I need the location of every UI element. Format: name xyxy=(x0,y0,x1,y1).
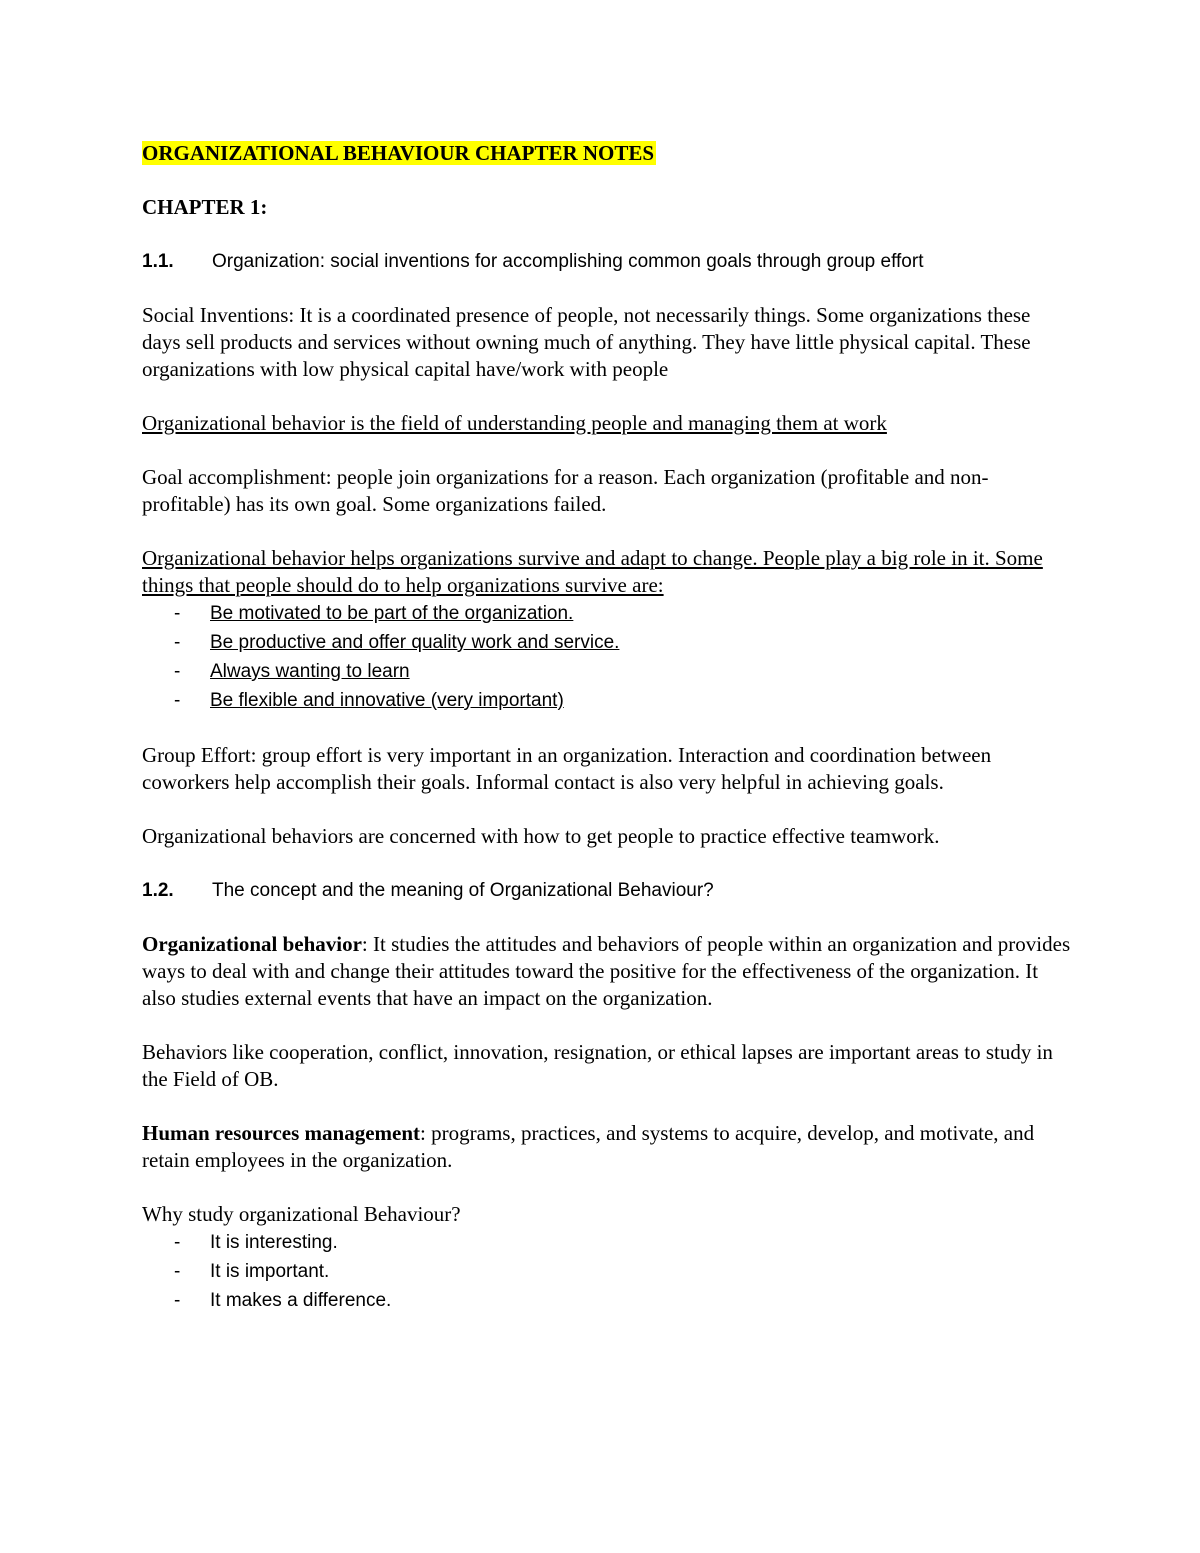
dash-marker: - xyxy=(174,632,181,653)
list-item xyxy=(142,686,1072,715)
section-title: The concept and the meaning of Organizational Behaviour? xyxy=(212,880,714,901)
survive-list xyxy=(142,599,1072,715)
why-study-paragraph: Why study organizational Behaviour? xyxy=(142,1202,461,1226)
section-number: 1.2. xyxy=(142,880,174,901)
hrm-description: : programs, practices, and systems to acquire, develop, and motivate, and retain employees in the organization. xyxy=(142,1121,1035,1172)
list-item xyxy=(142,657,1072,686)
ob-term: Organizational behavior xyxy=(142,932,362,956)
list-item-text: It makes a difference. xyxy=(210,1290,392,1311)
goal-accomplishment-paragraph: Goal accomplishment: people join organizations for a reason. Each organization (profitable and non-profitable) has its own goal. Some organizations failed. xyxy=(142,465,989,516)
list-item-text: Be motivated to be part of the organization. xyxy=(210,603,574,624)
list-item-text: It is important. xyxy=(210,1261,330,1282)
teamwork-paragraph: Organizational behaviors are concerned with how to get people to practice effective teamwork. xyxy=(142,824,940,848)
social-inventions-paragraph: Social Inventions: It is a coordinated presence of people, not necessarily things. Some organizations these days sell products and services without owning much of anything. They have little physical capital. These organizations with low physical capital have/work with people xyxy=(142,303,1031,381)
list-item-text: Always wanting to learn xyxy=(210,661,410,682)
dash-marker: - xyxy=(174,1232,181,1253)
list-item-text: Be flexible and innovative (very important) xyxy=(210,690,564,711)
ob-description: : It studies the attitudes and behaviors of people within an organization and provides ways to deal with and change their attitudes toward the positive for the effectiveness of the organization. It also studies external events that have an impact on the organization. xyxy=(142,932,1071,1010)
behaviors-paragraph: Behaviors like cooperation, conflict, innovation, resignation, or ethical lapses are important areas to study in the Field of OB. xyxy=(142,1040,1053,1091)
section-number: 1.1. xyxy=(142,251,174,272)
why-study-list xyxy=(142,1228,1072,1315)
ob-definition-paragraph: Organizational behavior is the field of understanding people and managing them at work xyxy=(142,411,887,435)
chapter-heading: CHAPTER 1: xyxy=(142,195,268,219)
dash-marker: - xyxy=(174,603,181,624)
survive-intro-paragraph: Organizational behavior helps organizations survive and adapt to change. People play a big role in it. Some things that people should do to help organizations survive are: xyxy=(142,546,1043,597)
section-1-2-heading xyxy=(142,877,1072,904)
hrm-term: Human resources management xyxy=(142,1121,421,1145)
document-title: ORGANIZATIONAL BEHAVIOUR CHAPTER NOTES xyxy=(142,141,655,165)
document-page xyxy=(142,140,1072,1342)
list-item-text: It is interesting. xyxy=(210,1232,338,1253)
list-item-text: Be productive and offer quality work and service. xyxy=(210,632,620,653)
section-1-1-heading xyxy=(142,248,1072,275)
hrm-paragraph xyxy=(142,1120,1072,1174)
list-item xyxy=(142,1228,1072,1257)
dash-marker: - xyxy=(174,690,181,711)
dash-marker: - xyxy=(174,1261,181,1282)
dash-marker: - xyxy=(174,1290,181,1311)
group-effort-paragraph: Group Effort: group effort is very important in an organization. Interaction and coordination between coworkers help accomplish their goals. Informal contact is also very helpful in achieving goals. xyxy=(142,743,992,794)
list-item xyxy=(142,1286,1072,1315)
ob-meaning-paragraph xyxy=(142,931,1072,1012)
title-line xyxy=(142,140,1072,167)
list-item xyxy=(142,1257,1072,1286)
section-title: Organization: social inventions for accomplishing common goals through group effort xyxy=(212,251,924,272)
list-item xyxy=(142,599,1072,628)
list-item xyxy=(142,628,1072,657)
dash-marker: - xyxy=(174,661,181,682)
